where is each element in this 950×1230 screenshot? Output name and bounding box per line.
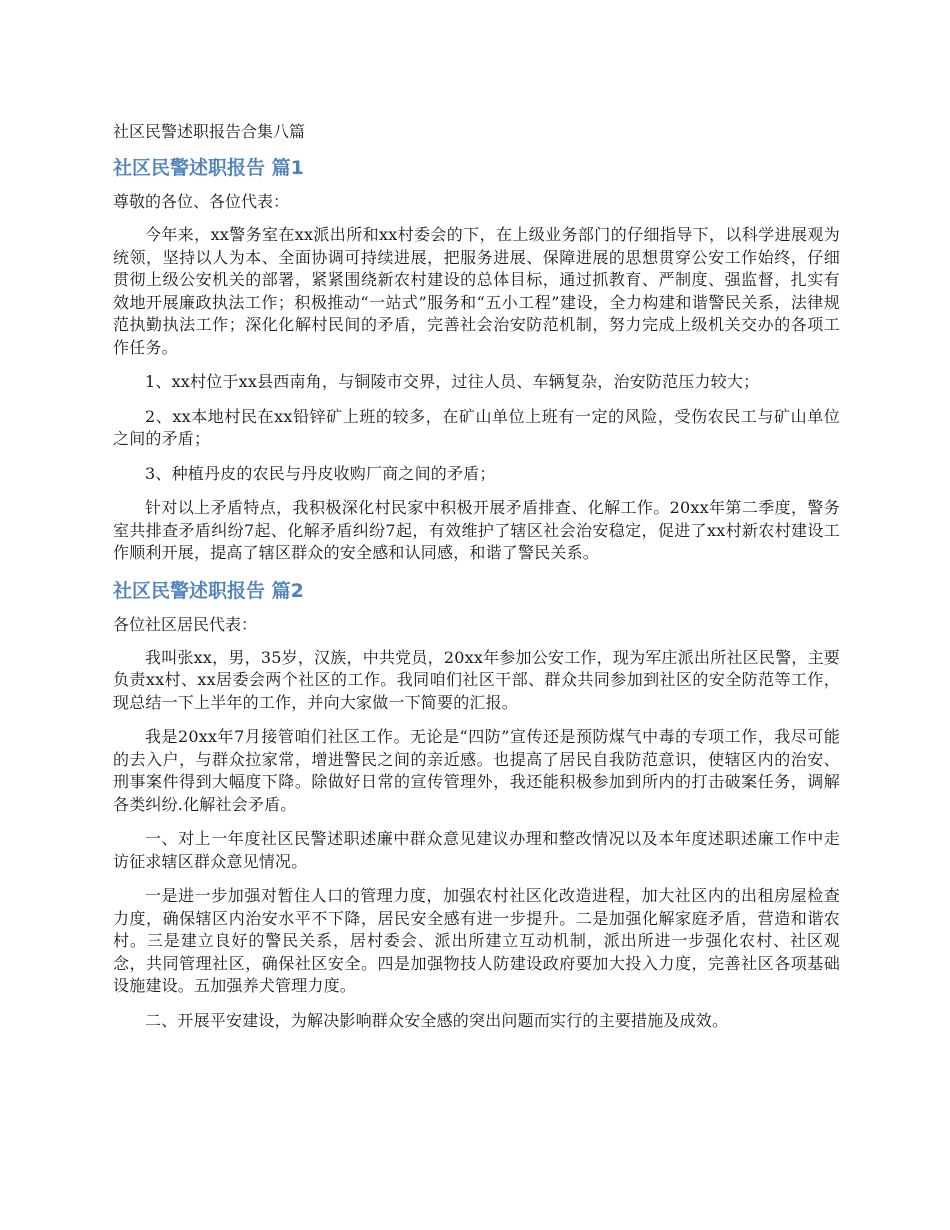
report-section-1 [113, 154, 840, 565]
salutation-1: 尊敬的各位、各位代表： [113, 192, 290, 211]
paragraph: 今年来，xx警务室在xx派出所和xx村委会的下，在上级业务部门的仔细指导下，以科学进展观为统领，坚持以人为本、全面协调可持续进展，把服务进展、保障进展的思想贯穿公安工作始终，仔细贯彻上级公安机关的部署，紧紧围绕新农村建设的总体目标，通过抓教育、严制度、强监督，扎实有效地开展廉政执法工作；积极推动“一站式”服务和“五小工程”建设，全力构建和谐警民关系，法律规范执勤执法工作；深化化解村民间的矛盾，完善社会治安防范机制，努力完成上级机关交办的各项工作任务。 [113, 225, 840, 357]
report-section-2 [113, 577, 840, 1033]
paragraph: 我叫张xx，男，35岁，汉族，中共党员，20xx年参加公安工作，现为军庄派出所社区民警，主要负责xx村、xx居委会两个社区的工作。我同咱们社区干部、群众共同参加到社区的安全防范等工作，现总结一下上半年的工作，并向大家做一下简要的汇报。 [113, 647, 840, 712]
section-heading-2: 社区民警述职报告 篇2 [113, 579, 304, 602]
paragraph: 我是20xx年7月接管咱们社区工作。无论是“四防”宣传还是预防煤气中毒的专项工作，我尽可能的去入户，与群众拉家常，增进警民之间的亲近感。也提高了居民自我防范意识，使辖区内的治安、刑事案件得到大幅度下降。除做好日常的宣传管理外，我还能积极参加到所内的打击破案任务，调解各类纠纷.化解社会矛盾。 [113, 727, 840, 814]
document-page [113, 120, 840, 1044]
paragraph: 一、对上一年度社区民警述职述廉中群众意见建议办理和整改情况以及本年度述职述廉工作中走访征求辖区群众意见情况。 [113, 829, 840, 871]
paragraph: 二、开展平安建设，为解决影响群众安全感的突出问题而实行的主要措施及成效。 [145, 1010, 729, 1030]
paragraph: 一是进一步加强对暂住人口的管理力度，加强农村社区化改造进程，加大社区内的出租房屋检查力度，确保辖区内治安水平不下降，居民安全感有进一步提升。二是加强化解家庭矛盾，营造和谐农村。三是建立良好的警民关系，居村委会、派出所建立互动机制，派出所进一步强化农村、社区观念，共同管理社区，确保社区安全。四是加强物技人防建设政府要加大投入力度，完善社区各项基础设施建设。五加强养犬管理力度。 [113, 886, 840, 995]
paragraph: 3、种植丹皮的农民与丹皮收购厂商之间的矛盾； [145, 463, 496, 483]
paragraph: 1、xx村位于xx县西南角，与铜陵市交界，过往人员、车辆复杂，治安防范压力较大； [145, 372, 760, 391]
paragraph: 针对以上矛盾特点，我积极深化村民家中积极开展矛盾排查、化解工作。20xx年第二季度，警务室共排查矛盾纠纷7起、化解矛盾纠纷7起，有效维护了辖区社会治安稳定，促进了xx村新农村建设工作顺利开展，提高了辖区群众的安全感和认同感，和谐了警民关系。 [113, 498, 840, 562]
paragraph: 2、xx本地村民在xx铅锌矿上班的较多，在矿山单位上班有一定的风险，受伤农民工与矿山单位之间的矛盾； [113, 406, 840, 448]
document-title: 社区民警述职报告合集八篇 [113, 122, 306, 141]
salutation-2: 各位社区居民代表： [113, 614, 258, 634]
section-heading-1: 社区民警述职报告 篇1 [113, 157, 304, 179]
